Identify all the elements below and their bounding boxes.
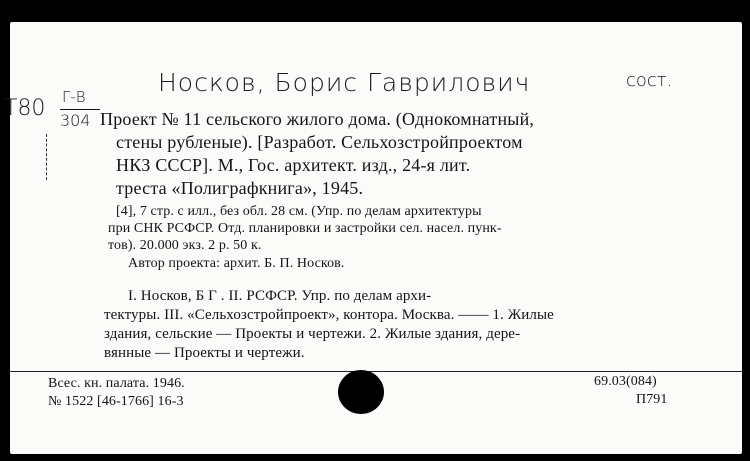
footer-right-line-2: П791: [636, 392, 668, 407]
shelfmark-bottom: 304: [60, 111, 91, 130]
description-line-3: НКЗ СССР]. М., Гос. архитект. изд., 24-я лит.: [116, 155, 471, 175]
tracing-line-1: I. Носков, Б Г . II. РСФСР. Упр. по делам архи-: [128, 288, 432, 304]
handwritten-author-name: Носков, Борис Гаврилович: [158, 68, 531, 97]
catalog-card: [4, 22, 742, 454]
footer-right-line-1: 69.03(084): [594, 374, 657, 389]
description-line-4: треста «Полиграфкнига», 1945.: [116, 178, 364, 198]
shelfmark-top: Г-В: [62, 88, 86, 106]
tracing-line-3: здания, сельские — Проекты и чертежи. 2. Жилые здания, дере-: [104, 326, 521, 342]
shelfmark-prefix: Т80: [4, 96, 46, 121]
physical-line-1: [4], 7 стр. с илл., без обл. 28 см. (Упр. по делам архитектуры: [116, 204, 482, 219]
footer-separator: [10, 371, 742, 372]
handwritten-role: сост.: [626, 70, 673, 91]
tracing-line-2: тектуры. III. «Сельхозстройпроект», контора. Москва. —— 1. Жилые: [104, 307, 554, 323]
ink-blot: [338, 370, 384, 414]
footer-left-line-2: № 1522 [46-1766] 16-3: [48, 394, 184, 409]
margin-mark: [46, 134, 48, 180]
physical-line-2: при СНК РСФСР. Отд. планировки и застройки сел. насел. пунк-: [108, 221, 502, 236]
tracing-line-4: вянные — Проекты и чертежи.: [104, 345, 305, 361]
description-line-2: стены рубленые). [Разработ. Сельхозстройпроектом: [116, 132, 523, 152]
author-note: Автор проекта: архит. Б. П. Носков.: [128, 256, 345, 271]
shelfmark-fraction-line: [60, 109, 100, 110]
physical-line-3: тов). 20.000 экз. 2 р. 50 к.: [108, 238, 262, 253]
description-line-1: Проект № 11 сельского жилого дома. (Однокомнатный,: [100, 109, 535, 129]
footer-left-line-1: Всес. кн. палата. 1946.: [48, 376, 185, 391]
